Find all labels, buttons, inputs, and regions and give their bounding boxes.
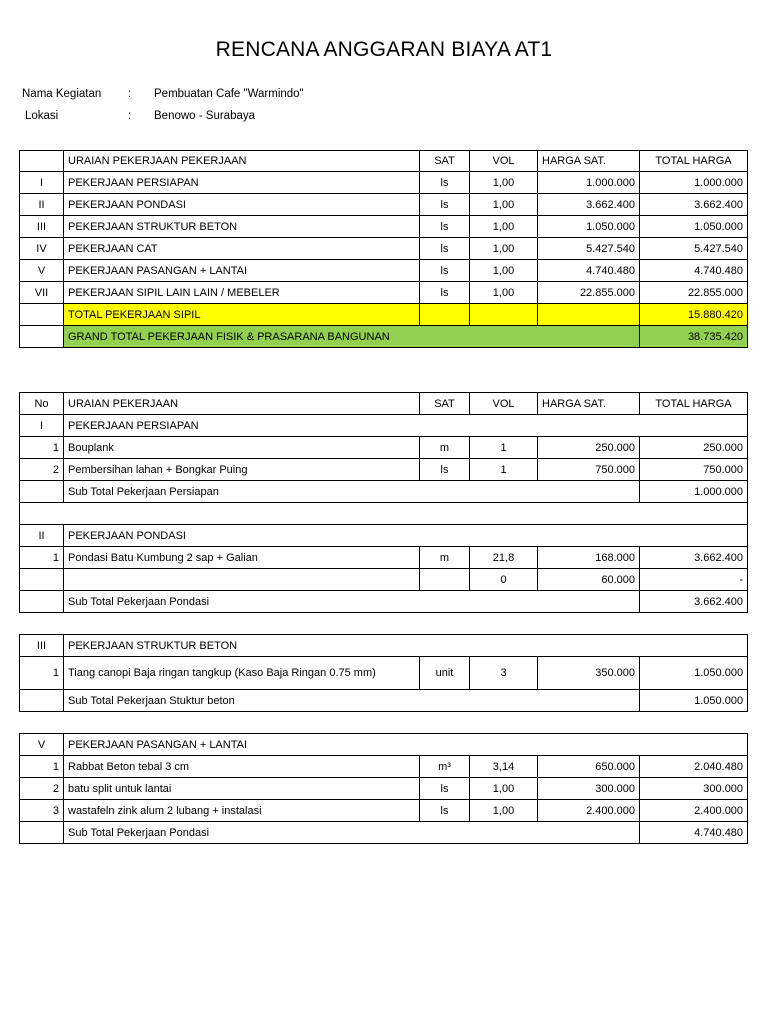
table-row <box>20 657 748 690</box>
detail-header-row <box>20 393 748 415</box>
row-total: 3.662.400 <box>640 547 748 569</box>
row-total: 1.000.000 <box>640 172 748 194</box>
row-no: 1 <box>20 547 64 569</box>
meta-label: Lokasi <box>25 110 59 122</box>
row-harga: 60.000 <box>538 569 640 591</box>
header-sat: SAT <box>420 393 470 415</box>
row-harga: 1.000.000 <box>538 172 640 194</box>
row-harga: 650.000 <box>538 756 640 778</box>
header-no: No <box>20 393 64 415</box>
table-row <box>20 260 748 282</box>
meta-colon: : <box>128 110 132 122</box>
total-sipil-row <box>20 304 748 326</box>
row-sat: ls <box>420 216 470 238</box>
subtotal-label: Sub Total Pekerjaan Pondasi <box>64 591 640 613</box>
table-row <box>20 569 748 591</box>
row-sat: ls <box>420 800 470 822</box>
row-total: 4.740.480 <box>640 260 748 282</box>
row-sat: m <box>420 547 470 569</box>
table-row <box>20 800 748 822</box>
row-vol: 1,00 <box>470 800 538 822</box>
row-uraian: Pembersihan lahan + Bongkar Puing <box>64 459 420 481</box>
row-harga: 5.427.540 <box>538 238 640 260</box>
row-uraian: PEKERJAAN CAT <box>64 238 420 260</box>
row-uraian: PEKERJAAN PONDASI <box>64 194 420 216</box>
table-row <box>20 216 748 238</box>
section-no: III <box>20 635 64 657</box>
row-sat: ls <box>420 172 470 194</box>
row-total: 5.427.540 <box>640 238 748 260</box>
row-harga: 750.000 <box>538 459 640 481</box>
total-sipil-label: TOTAL PEKERJAAN SIPIL <box>64 304 420 326</box>
row-no: IV <box>20 238 64 260</box>
row-harga: 2.400.000 <box>538 800 640 822</box>
row-sat: ls <box>420 778 470 800</box>
subtotal-label: Sub Total Pekerjaan Persiapan <box>64 481 640 503</box>
document-title: RENCANA ANGGARAN BIAYA AT1 <box>215 38 553 61</box>
row-no: I <box>20 172 64 194</box>
grand-total-label: GRAND TOTAL PEKERJAAN FISIK & PRASARANA BANGUNAN <box>64 326 640 348</box>
grand-total-row <box>20 326 748 348</box>
grand-total-value: 38.735.420 <box>640 326 748 348</box>
row-harga: 168.000 <box>538 547 640 569</box>
summary-table <box>19 150 748 348</box>
row-vol: 1,00 <box>470 194 538 216</box>
subtotal-value: 1.000.000 <box>640 481 748 503</box>
header-sat: SAT <box>420 151 470 172</box>
row-sat: ls <box>420 194 470 216</box>
table-row <box>20 459 748 481</box>
row-harga: 350.000 <box>538 657 640 690</box>
subtotal-value: 4.740.480 <box>640 822 748 844</box>
row-sat: unit <box>420 657 470 690</box>
section-no: II <box>20 525 64 547</box>
row-sat: ls <box>420 260 470 282</box>
row-uraian: PEKERJAAN PASANGAN + LANTAI <box>64 260 420 282</box>
subtotal-row <box>20 822 748 844</box>
detail-table <box>19 392 748 613</box>
row-no: VII <box>20 282 64 304</box>
row-no: II <box>20 194 64 216</box>
row-sat: m³ <box>420 756 470 778</box>
row-vol: 1,00 <box>470 172 538 194</box>
table-row <box>20 282 748 304</box>
row-harga: 250.000 <box>538 437 640 459</box>
meta-colon: : <box>128 88 132 100</box>
row-no: V <box>20 260 64 282</box>
subtotal-value: 1.050.000 <box>640 690 748 712</box>
row-vol: 1,00 <box>470 216 538 238</box>
header-vol: VOL <box>470 151 538 172</box>
row-vol: 3,14 <box>470 756 538 778</box>
row-no: III <box>20 216 64 238</box>
row-total: 22.855.000 <box>640 282 748 304</box>
table-row <box>20 238 748 260</box>
header-harga: HARGA SAT. <box>538 393 640 415</box>
row-uraian: batu split untuk lantai <box>64 778 420 800</box>
row-no: 1 <box>20 657 64 690</box>
row-uraian: Pondasi Batu Kumbung 2 sap + Galian <box>64 547 420 569</box>
row-vol: 1 <box>470 459 538 481</box>
row-sat <box>420 569 470 591</box>
table-row <box>20 194 748 216</box>
row-total: 3.662.400 <box>640 194 748 216</box>
row-sat: ls <box>420 238 470 260</box>
row-no: 2 <box>20 778 64 800</box>
row-total: - <box>640 569 748 591</box>
row-vol: 1 <box>470 437 538 459</box>
section-title: PEKERJAAN STRUKTUR BETON <box>64 635 748 657</box>
row-uraian <box>64 569 420 591</box>
subtotal-row <box>20 591 748 613</box>
detail-table-beton <box>19 634 748 712</box>
row-total: 250.000 <box>640 437 748 459</box>
header-total: TOTAL HARGA <box>640 151 748 172</box>
row-no: 3 <box>20 800 64 822</box>
section-row <box>20 525 748 547</box>
row-uraian: PEKERJAAN SIPIL LAIN LAIN / MEBELER <box>64 282 420 304</box>
header-harga: HARGA SAT. <box>538 151 640 172</box>
row-no <box>20 569 64 591</box>
row-total: 300.000 <box>640 778 748 800</box>
header-no <box>20 151 64 172</box>
spacer-row <box>20 503 748 525</box>
table-row <box>20 778 748 800</box>
row-total: 1.050.000 <box>640 657 748 690</box>
meta-nama-kegiatan <box>22 88 422 104</box>
meta-value: Benowo - Surabaya <box>154 110 256 122</box>
subtotal-value: 3.662.400 <box>640 591 748 613</box>
row-harga: 1.050.000 <box>538 216 640 238</box>
summary-header-row <box>20 151 748 172</box>
row-uraian: PEKERJAAN PERSIAPAN <box>64 172 420 194</box>
meta-value: Pembuatan Cafe "Warmindo" <box>154 88 304 100</box>
table-row <box>20 172 748 194</box>
row-uraian: PEKERJAAN STRUKTUR BETON <box>64 216 420 238</box>
row-no: 2 <box>20 459 64 481</box>
section-title: PEKERJAAN PASANGAN + LANTAI <box>64 734 748 756</box>
row-vol: 1,00 <box>470 282 538 304</box>
row-harga: 22.855.000 <box>538 282 640 304</box>
row-uraian: Bouplank <box>64 437 420 459</box>
section-no: V <box>20 734 64 756</box>
row-total: 2.040.480 <box>640 756 748 778</box>
total-sipil-value: 15.880.420 <box>640 304 748 326</box>
header-total: TOTAL HARGA <box>640 393 748 415</box>
detail-table-pasangan <box>19 733 748 844</box>
meta-lokasi <box>25 110 425 126</box>
row-harga: 300.000 <box>538 778 640 800</box>
row-no: 1 <box>20 437 64 459</box>
header-uraian: URAIAN PEKERJAAN <box>64 393 420 415</box>
table-row <box>20 547 748 569</box>
subtotal-row <box>20 481 748 503</box>
row-harga: 4.740.480 <box>538 260 640 282</box>
row-uraian: Rabbat Beton tebal 3 cm <box>64 756 420 778</box>
section-no: I <box>20 415 64 437</box>
row-vol: 1,00 <box>470 260 538 282</box>
table-row <box>20 756 748 778</box>
row-harga: 3.662.400 <box>538 194 640 216</box>
table-row <box>20 437 748 459</box>
meta-label: Nama Kegiatan <box>22 88 102 100</box>
section-title: PEKERJAAN PONDASI <box>64 525 748 547</box>
row-total: 2.400.000 <box>640 800 748 822</box>
header-vol: VOL <box>470 393 538 415</box>
subtotal-row <box>20 690 748 712</box>
header-uraian: URAIAN PEKERJAAN PEKERJAAN <box>64 151 420 172</box>
section-title: PEKERJAAN PERSIAPAN <box>64 415 748 437</box>
row-total: 750.000 <box>640 459 748 481</box>
subtotal-label: Sub Total Pekerjaan Stuktur beton <box>64 690 640 712</box>
row-no: 1 <box>20 756 64 778</box>
row-uraian: wastafeln zink alum 2 lubang + instalasi <box>64 800 420 822</box>
section-row <box>20 734 748 756</box>
row-sat: ls <box>420 459 470 481</box>
row-vol: 1,00 <box>470 238 538 260</box>
row-vol: 21,8 <box>470 547 538 569</box>
row-total: 1.050.000 <box>640 216 748 238</box>
row-vol: 3 <box>470 657 538 690</box>
section-row <box>20 635 748 657</box>
subtotal-label: Sub Total Pekerjaan Pondasi <box>64 822 640 844</box>
section-row <box>20 415 748 437</box>
row-sat: m <box>420 437 470 459</box>
row-vol: 1,00 <box>470 778 538 800</box>
row-uraian: Tiang canopi Baja ringan tangkup (Kaso Baja Ringan 0.75 mm) <box>64 657 420 690</box>
row-vol: 0 <box>470 569 538 591</box>
row-sat: ls <box>420 282 470 304</box>
